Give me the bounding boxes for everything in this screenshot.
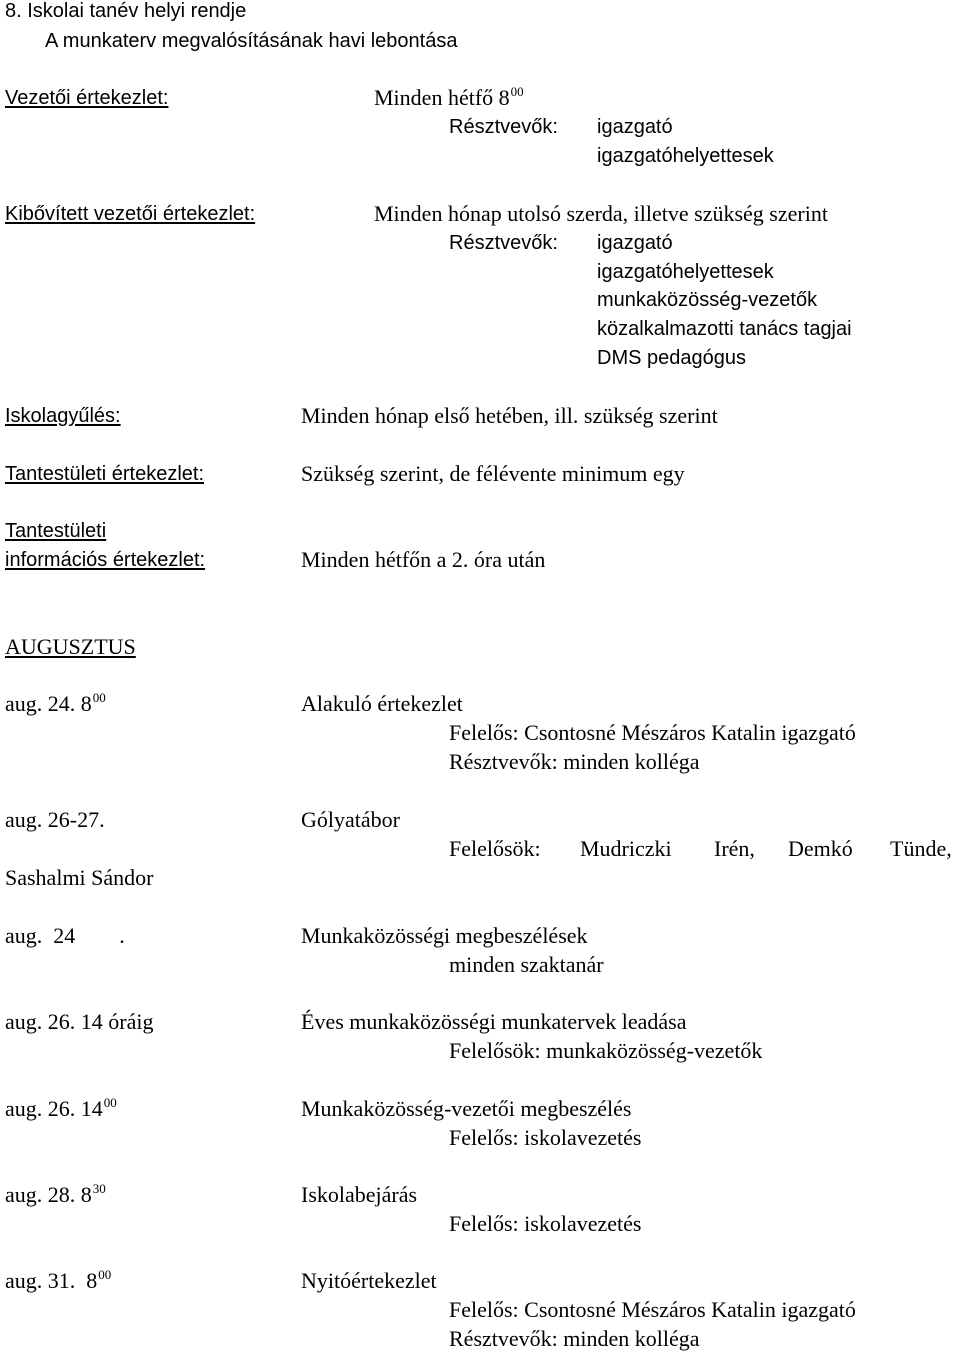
event-detail: Résztvevők: minden kolléga — [449, 749, 700, 774]
section-subtitle: A munkaterv megvalósításának havi lebontása — [45, 30, 458, 52]
time-superscript: 00 — [92, 690, 106, 705]
event-detail: Demkó — [788, 836, 853, 861]
meeting-time-vezetoi: Minden hétfő $8^{00}$ — [374, 84, 524, 110]
event-detail: Felelősök: munkaközösség-vezetők — [449, 1038, 763, 1063]
participant-item: munkaközösség-vezetők — [597, 289, 818, 311]
meeting-label-kibovitett: Kibővített vezetői értekezlet: — [5, 203, 256, 225]
time-superscript: 00 — [510, 84, 524, 99]
meeting-time-iskolagyules: Minden hónap első hetében, ill. szükség szerint — [301, 403, 718, 428]
time-superscript: 00 — [103, 1095, 117, 1110]
participant-item: igazgatóhelyettesek — [597, 261, 774, 283]
meeting-label-informacios-line1: Tantestületi — [5, 520, 107, 542]
event-detail: minden szaktanár — [449, 952, 604, 977]
event-date: aug. 26-27. — [5, 807, 105, 832]
event-date: aug. 28. $8^{30}$ — [5, 1181, 106, 1207]
event-title: Gólyatábor — [301, 807, 400, 832]
section-title: 8. Iskolai tanév helyi rendje — [5, 0, 247, 22]
meeting-time-tantestuleti: Szükség szerint, de félévente minimum egy — [301, 461, 685, 486]
month-heading: AUGUSZTUS — [5, 634, 136, 659]
meeting-label-tantestuleti: Tantestületi értekezlet: — [5, 463, 204, 485]
event-detail: Felelős: Csontosné Mészáros Katalin igazgató — [449, 720, 856, 745]
meeting-label-informacios-line2: információs értekezlet: — [5, 549, 206, 571]
event-detail: Felelős: Csontosné Mészáros Katalin igazgató — [449, 1297, 856, 1322]
meeting-time-kibovitett: Minden hónap utolsó szerda, illetve szükség szerint — [374, 201, 828, 226]
time-superscript: 00 — [98, 1267, 112, 1282]
participants-label: Résztvevők: — [449, 116, 558, 138]
event-title: Alakuló értekezlet — [301, 691, 463, 716]
event-title: Munkaközösségi megbeszélések — [301, 923, 588, 948]
event-date: aug. 26. 14 óráig — [5, 1009, 154, 1034]
event-title: Munkaközösség-vezetői megbeszélés — [301, 1096, 632, 1121]
event-title: Nyitóértekezlet — [301, 1268, 437, 1293]
meeting-label-vezetoi: Vezetői értekezlet: — [5, 87, 169, 109]
participant-item: igazgató — [597, 232, 673, 254]
event-detail: Felelősök: — [449, 836, 541, 861]
participants-label: Résztvevők: — [449, 232, 558, 254]
event-title: Iskolabejárás — [301, 1182, 418, 1207]
event-detail: Résztvevők: minden kolléga — [449, 1326, 700, 1351]
event-detail: Tünde, — [890, 836, 952, 861]
event-detail: Felelős: iskolavezetés — [449, 1211, 642, 1236]
event-title: Éves munkaközösségi munkatervek leadása — [301, 1009, 687, 1034]
participant-item: igazgatóhelyettesek — [597, 145, 774, 167]
event-detail: Irén, — [714, 836, 755, 861]
event-date: aug. 24 . — [5, 923, 125, 948]
participant-item: közalkalmazotti tanács tagjai — [597, 318, 852, 340]
participant-item: igazgató — [597, 116, 673, 138]
event-date: aug. 31. $8^{00}$ — [5, 1267, 112, 1293]
event-date: aug. 26. $14^{00}$ — [5, 1095, 117, 1121]
event-detail: Mudriczki — [580, 836, 672, 861]
event-date: aug. 24. $8^{00}$ — [5, 690, 106, 716]
meeting-label-iskolagyules: Iskolagyűlés: — [5, 405, 121, 427]
participant-item: DMS pedagógus — [597, 347, 746, 369]
event-detail-continuation: Sashalmi Sándor — [5, 865, 154, 890]
event-detail: Felelős: iskolavezetés — [449, 1125, 642, 1150]
time-superscript: 30 — [92, 1181, 106, 1196]
meeting-time-informacios: Minden hétfőn a 2. óra után — [301, 547, 546, 572]
